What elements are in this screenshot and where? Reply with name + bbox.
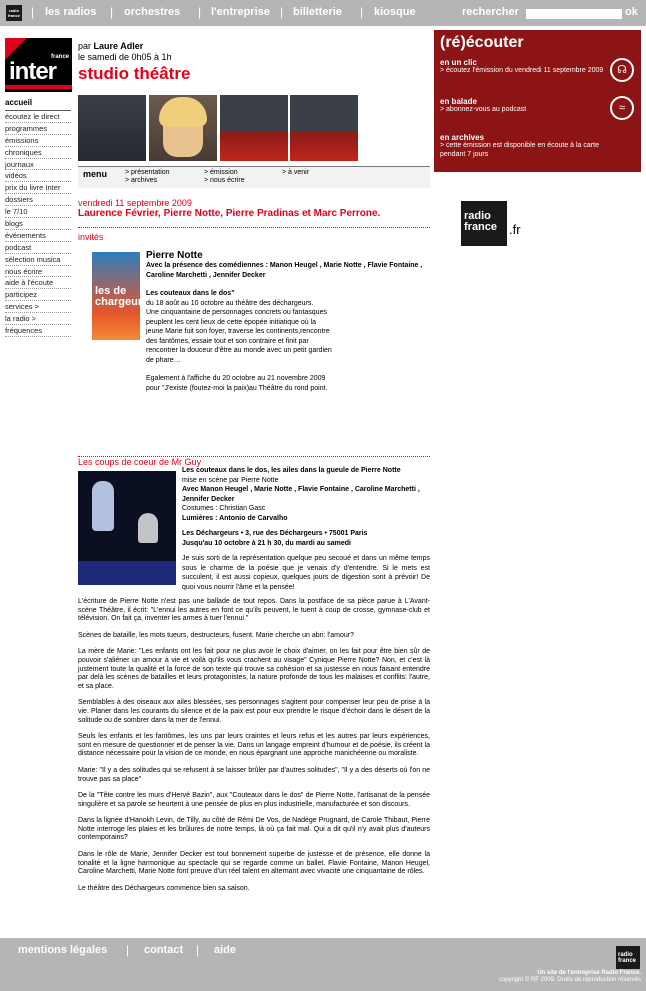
play-dates: du 18 août au 10 octobre au théâtre des déchargeurs. bbox=[146, 299, 314, 307]
article-paragraph: Scènes de bataille, les mots tueurs, destructeurs, fusent. Marie cherche un abri: l'amour? bbox=[78, 631, 355, 639]
review-header bbox=[182, 466, 430, 592]
book-cover-title: les de chargeurs bbox=[95, 285, 149, 308]
nav-separator: | bbox=[110, 5, 114, 19]
sidebar-item[interactable]: écoutez le direct bbox=[5, 111, 71, 123]
logo-red-bar bbox=[5, 85, 72, 89]
radio-france-logo[interactable]: radio france bbox=[461, 201, 507, 246]
en-archives-title: en archives bbox=[440, 133, 485, 142]
episode-date: vendredi 11 septembre 2009 bbox=[78, 198, 192, 208]
nav-kiosque[interactable]: kiosque bbox=[374, 6, 416, 18]
search-ok-button[interactable]: ok bbox=[625, 6, 638, 18]
menu-link-emission[interactable]: > émission bbox=[204, 169, 238, 176]
menu-link-nous-ecrire[interactable]: > nous écrire bbox=[204, 177, 245, 184]
search-label: rechercher bbox=[462, 6, 519, 18]
menu-link-archives[interactable]: > archives bbox=[125, 177, 158, 184]
article-paragraph: Le théâtre des Déchargeurs commence bien sa saison. bbox=[78, 884, 250, 892]
guest-name: Pierre Notte bbox=[146, 250, 203, 261]
footer bbox=[0, 938, 646, 991]
menu-link-a-venir[interactable]: > à venir bbox=[282, 169, 310, 176]
sidebar-item[interactable]: le 7/10 bbox=[5, 206, 71, 218]
sidebar-item[interactable]: programmes bbox=[5, 123, 71, 135]
footer-aide[interactable]: aide bbox=[214, 944, 237, 956]
sidebar-item[interactable]: la radio > bbox=[5, 313, 71, 325]
sidebar-item[interactable]: dossiers bbox=[5, 194, 71, 206]
menu-link-presentation[interactable]: > présentation bbox=[125, 169, 170, 176]
footer-radio-france-logo[interactable]: radio france bbox=[616, 946, 640, 969]
en-balade-title: en balade bbox=[440, 97, 477, 106]
banner-photo-1 bbox=[78, 95, 146, 161]
logo-red-corner bbox=[5, 38, 27, 60]
nav-les-radios[interactable]: les radios bbox=[45, 6, 97, 18]
sidebar-item[interactable]: sélection musica bbox=[5, 254, 71, 266]
sidebar-item[interactable]: services > bbox=[5, 301, 71, 313]
footer-credit-line2: copyright © RF 2009. Droits de reproduction réservés bbox=[498, 977, 641, 983]
review-lumieres: Lumières : Antonio de Carvalho bbox=[182, 514, 288, 522]
sidebar-navigation bbox=[5, 97, 71, 337]
sidebar-item-accueil[interactable]: accueil bbox=[5, 97, 71, 111]
sidebar-item[interactable]: émissions bbox=[5, 135, 71, 147]
article-paragraph: La mère de Marie: "Les enfants ont les fait pour ne plus avoir le choix d'aimer, on les fait pour être bien sûr de pouvoir s'aliéner un amour à vie et voilà qu'ils vous crachent au visage" Cynique Pierre Notte? Non, et c'est là justement toute la qualité et la force de son texte qui trouve sa cohésion et sa justesse en nous faisant entendre par delà les scènes de batailles et leurs protagonistes, la nature profonde de tous les malaises et conflits: l'autre, et sa place. bbox=[78, 648, 430, 690]
article-paragraph: Marie: "Il y a des solitudes qui se refusent à se laisser brûler par d'autres solitudes", "Il y a des déserts où l'on ne trouve pas sa place" bbox=[78, 766, 430, 783]
france-inter-logo[interactable] bbox=[5, 38, 72, 92]
review-cast: Avec Manon Heugel , Marie Notte , Flavie Fontaine , Caroline Marchetti , Jennifer Decker bbox=[182, 486, 420, 503]
review-intro: Je suis sorti de la représentation quelque peu secoué et dans un même temps sous le charme de la poésie que je venais d'y d'entendre. Si le mets est succulent, il est aussi copieux, quelques jours de digestion sont à prévoir! De quoi vous nourrir l'âme et la pensée! bbox=[182, 555, 430, 591]
review-article bbox=[78, 598, 430, 901]
nav-separator: | bbox=[280, 5, 284, 19]
episode-title: Laurence Février, Pierre Notte, Pierre Pradinas et Marc Perrone. bbox=[78, 208, 381, 219]
also-showing: Egalement à l'affiche du 20 octobre au 21 novembre 2009 pour "J'existe (foutez-moi la paix)au Théâtre du rond point. bbox=[146, 375, 328, 392]
guest-presence: Avec la présence des comédiennes : Manon Heugel , Marie Notte , Flavie Fontaine , Caroline Marchetti , Jennifer Decker bbox=[146, 262, 423, 279]
host-name: Laure Adler bbox=[93, 41, 144, 51]
en-balade-block[interactable] bbox=[440, 97, 612, 115]
sidebar-item[interactable]: nous écrire bbox=[5, 266, 71, 278]
article-paragraph: Dans le rôle de Marie, Jennifer Decker est tout bonnement superbe de justesse et de présence, elle donne la tonalité et la ligne harmonique au spectacle qui se regarde comme un ballet. Flavie Fontaine, Manon Heugel, Caroline Marchetti, Marie Notte font preuve d'un réel talent en alternant avec vivacité une cinquantaine de rôles. bbox=[78, 851, 430, 876]
sidebar-item[interactable]: aide à l'écoute bbox=[5, 277, 71, 289]
dotted-divider bbox=[78, 227, 430, 228]
footer-credit-line1: Un site de l'entreprise Radio France. bbox=[537, 970, 641, 976]
footer-separator: | bbox=[126, 943, 130, 957]
listen-episode-link[interactable]: > écoutez l'émission du vendredi 11 septembre 2009 bbox=[440, 67, 604, 74]
logo-inter-text: inter bbox=[9, 58, 57, 85]
logo-france-text: france bbox=[50, 54, 69, 60]
radio-france-mini-logo[interactable]: radio france bbox=[6, 5, 22, 21]
guest-block bbox=[146, 250, 430, 393]
review-play-title: Les couteaux dans le dos, les ailes dans la gueule de Pierre Notte bbox=[182, 467, 401, 474]
section-heading-invites: invités bbox=[78, 232, 104, 242]
sidebar-item[interactable]: podcast bbox=[5, 242, 71, 254]
sidebar-item[interactable]: chroniques bbox=[5, 147, 71, 159]
nav-orchestres[interactable]: orchestres bbox=[124, 6, 181, 18]
review-run: Jusqu'au 10 octobre à 21 h 30, du mardi au samedi bbox=[182, 539, 351, 547]
page-title: studio théâtre bbox=[78, 64, 191, 83]
book-cover-image bbox=[92, 252, 149, 340]
banner-photo-3 bbox=[220, 95, 288, 161]
sidebar-item[interactable]: vidéos bbox=[5, 170, 71, 182]
nav-entreprise[interactable]: l'entreprise bbox=[211, 6, 270, 18]
section-heading-coups-de-coeur: Les coups de coeur de Mr Guy bbox=[78, 457, 202, 467]
headphones-icon[interactable]: ☊ bbox=[610, 58, 634, 82]
menu-label: menu bbox=[83, 169, 108, 179]
footer-mentions-legales[interactable]: mentions légales bbox=[18, 944, 108, 956]
en-archives-block[interactable] bbox=[440, 133, 612, 159]
nav-separator: | bbox=[360, 5, 364, 19]
sidebar-item[interactable]: événements bbox=[5, 230, 71, 242]
show-menu bbox=[78, 166, 430, 188]
show-byline bbox=[78, 41, 172, 63]
archives-availability-link[interactable]: > cette émission est disponible en écoute à la carte pendant 7 jours bbox=[440, 142, 599, 158]
host-portrait-photo bbox=[149, 95, 217, 161]
article-paragraph: Dans la lignée d'Hanokh Levin, de Tilly, au côté de Rémi De Vos, de Nadège Prugnard, de Carole Thibaut, Pierre Notte interroge les plaies et les brûlures de notre temps, là où ça fait mal. Qui a dit qu'il n'y avait plus d'auteurs contemporains? bbox=[78, 817, 430, 842]
stage-photo bbox=[78, 471, 176, 585]
footer-contact[interactable]: contact bbox=[144, 944, 184, 956]
nav-separator: | bbox=[198, 5, 202, 19]
nav-separator: | bbox=[31, 5, 35, 19]
radio-france-fr-suffix[interactable]: .fr bbox=[509, 222, 521, 237]
search-input[interactable] bbox=[526, 9, 622, 19]
podcast-rss-icon[interactable]: ≈ bbox=[610, 96, 634, 120]
review-mise-en-scene: mise en scène par Pierre Notte bbox=[182, 476, 279, 484]
article-paragraph: L'écriture de Pierre Notte n'est pas une ballade de tout repos. Dans la postface de sa pièce parue à L'Avant-scène Théâtre, il écrit: "L'ennui les autres en font ce qu'ils peuvent, le tuent à coup de crosse, gymnase-club et télévision. On fait ça, inventer les armes à tuer l'ennui." bbox=[78, 598, 430, 623]
article-paragraph: Seuls les enfants et les fantômes, les uns par leurs craintes et leurs refus et les autres par leurs expériences, sont en mesure de questionner et de penser la vie. Dans un langage empreint d'humour et de poésie, ils créent la distance nécessaire pour la vision de ce monde, en nous épargnant une approche manichéenne ou moraliste. bbox=[78, 733, 430, 758]
play-description: Une cinquantaine de personnages concrets ou fantasques peuplent les cent lieux de cette épopée initiatique où la jeune Marie fuit son foyer, traverse les continents,rencontre des fantômes, essaie tout et son contraire et finit par rencontrer la douceur d'être au monde avec un petit gardien de phare… bbox=[146, 309, 332, 364]
en-un-clic-title: en un clic bbox=[440, 58, 477, 67]
play-title: Les couteaux dans le dos" bbox=[146, 290, 235, 297]
sidebar-item[interactable]: journaux bbox=[5, 159, 71, 171]
nav-billetterie[interactable]: billetterie bbox=[293, 6, 342, 18]
sidebar-item[interactable]: prix du livre Inter bbox=[5, 182, 71, 194]
podcast-subscribe-link[interactable]: > abonnez-vous au podcast bbox=[440, 106, 527, 113]
reecouter-title: (ré)écouter bbox=[440, 34, 524, 51]
review-venue: Les Déchargeurs • 3, rue des Déchargeurs • 75001 Paris bbox=[182, 530, 368, 537]
sidebar-item[interactable]: participez bbox=[5, 289, 71, 301]
by-prefix: par bbox=[78, 41, 92, 51]
footer-separator: | bbox=[196, 943, 200, 957]
footer-credit bbox=[499, 970, 641, 984]
sidebar-item[interactable]: blogs bbox=[5, 218, 71, 230]
banner-photo-4 bbox=[290, 95, 358, 161]
main-content bbox=[78, 198, 430, 892]
sidebar-item[interactable]: fréquences bbox=[5, 325, 71, 337]
en-un-clic-block[interactable] bbox=[440, 58, 612, 76]
broadcast-schedule: le samedi de 0h05 à 1h bbox=[78, 52, 172, 62]
review-costumes: Costumes : Christian Gasc bbox=[182, 505, 266, 512]
reecouter-panel bbox=[434, 30, 641, 172]
top-navigation-bar bbox=[0, 0, 646, 26]
article-paragraph: Semblables à des oiseaux aux ailes blessées, ses personnages s'agitent pour compenser leur peu de prise à la vie. Planer dans les courants du silence et de la paix est pour eux prendre le risque d'échoir dans le désert de la solitude ou de sombrer dans la mer de l'ennui. bbox=[78, 699, 430, 724]
article-paragraph: De la "Tête contre les murs d'Hervé Bazin", aux "Couteaux dans le dos" de Pierre Notte, l'artisanat de la pensée singulière et sa parole se heurtent à une pensée de plus en plus industrielle, manufacturée et son discours. bbox=[78, 792, 430, 808]
